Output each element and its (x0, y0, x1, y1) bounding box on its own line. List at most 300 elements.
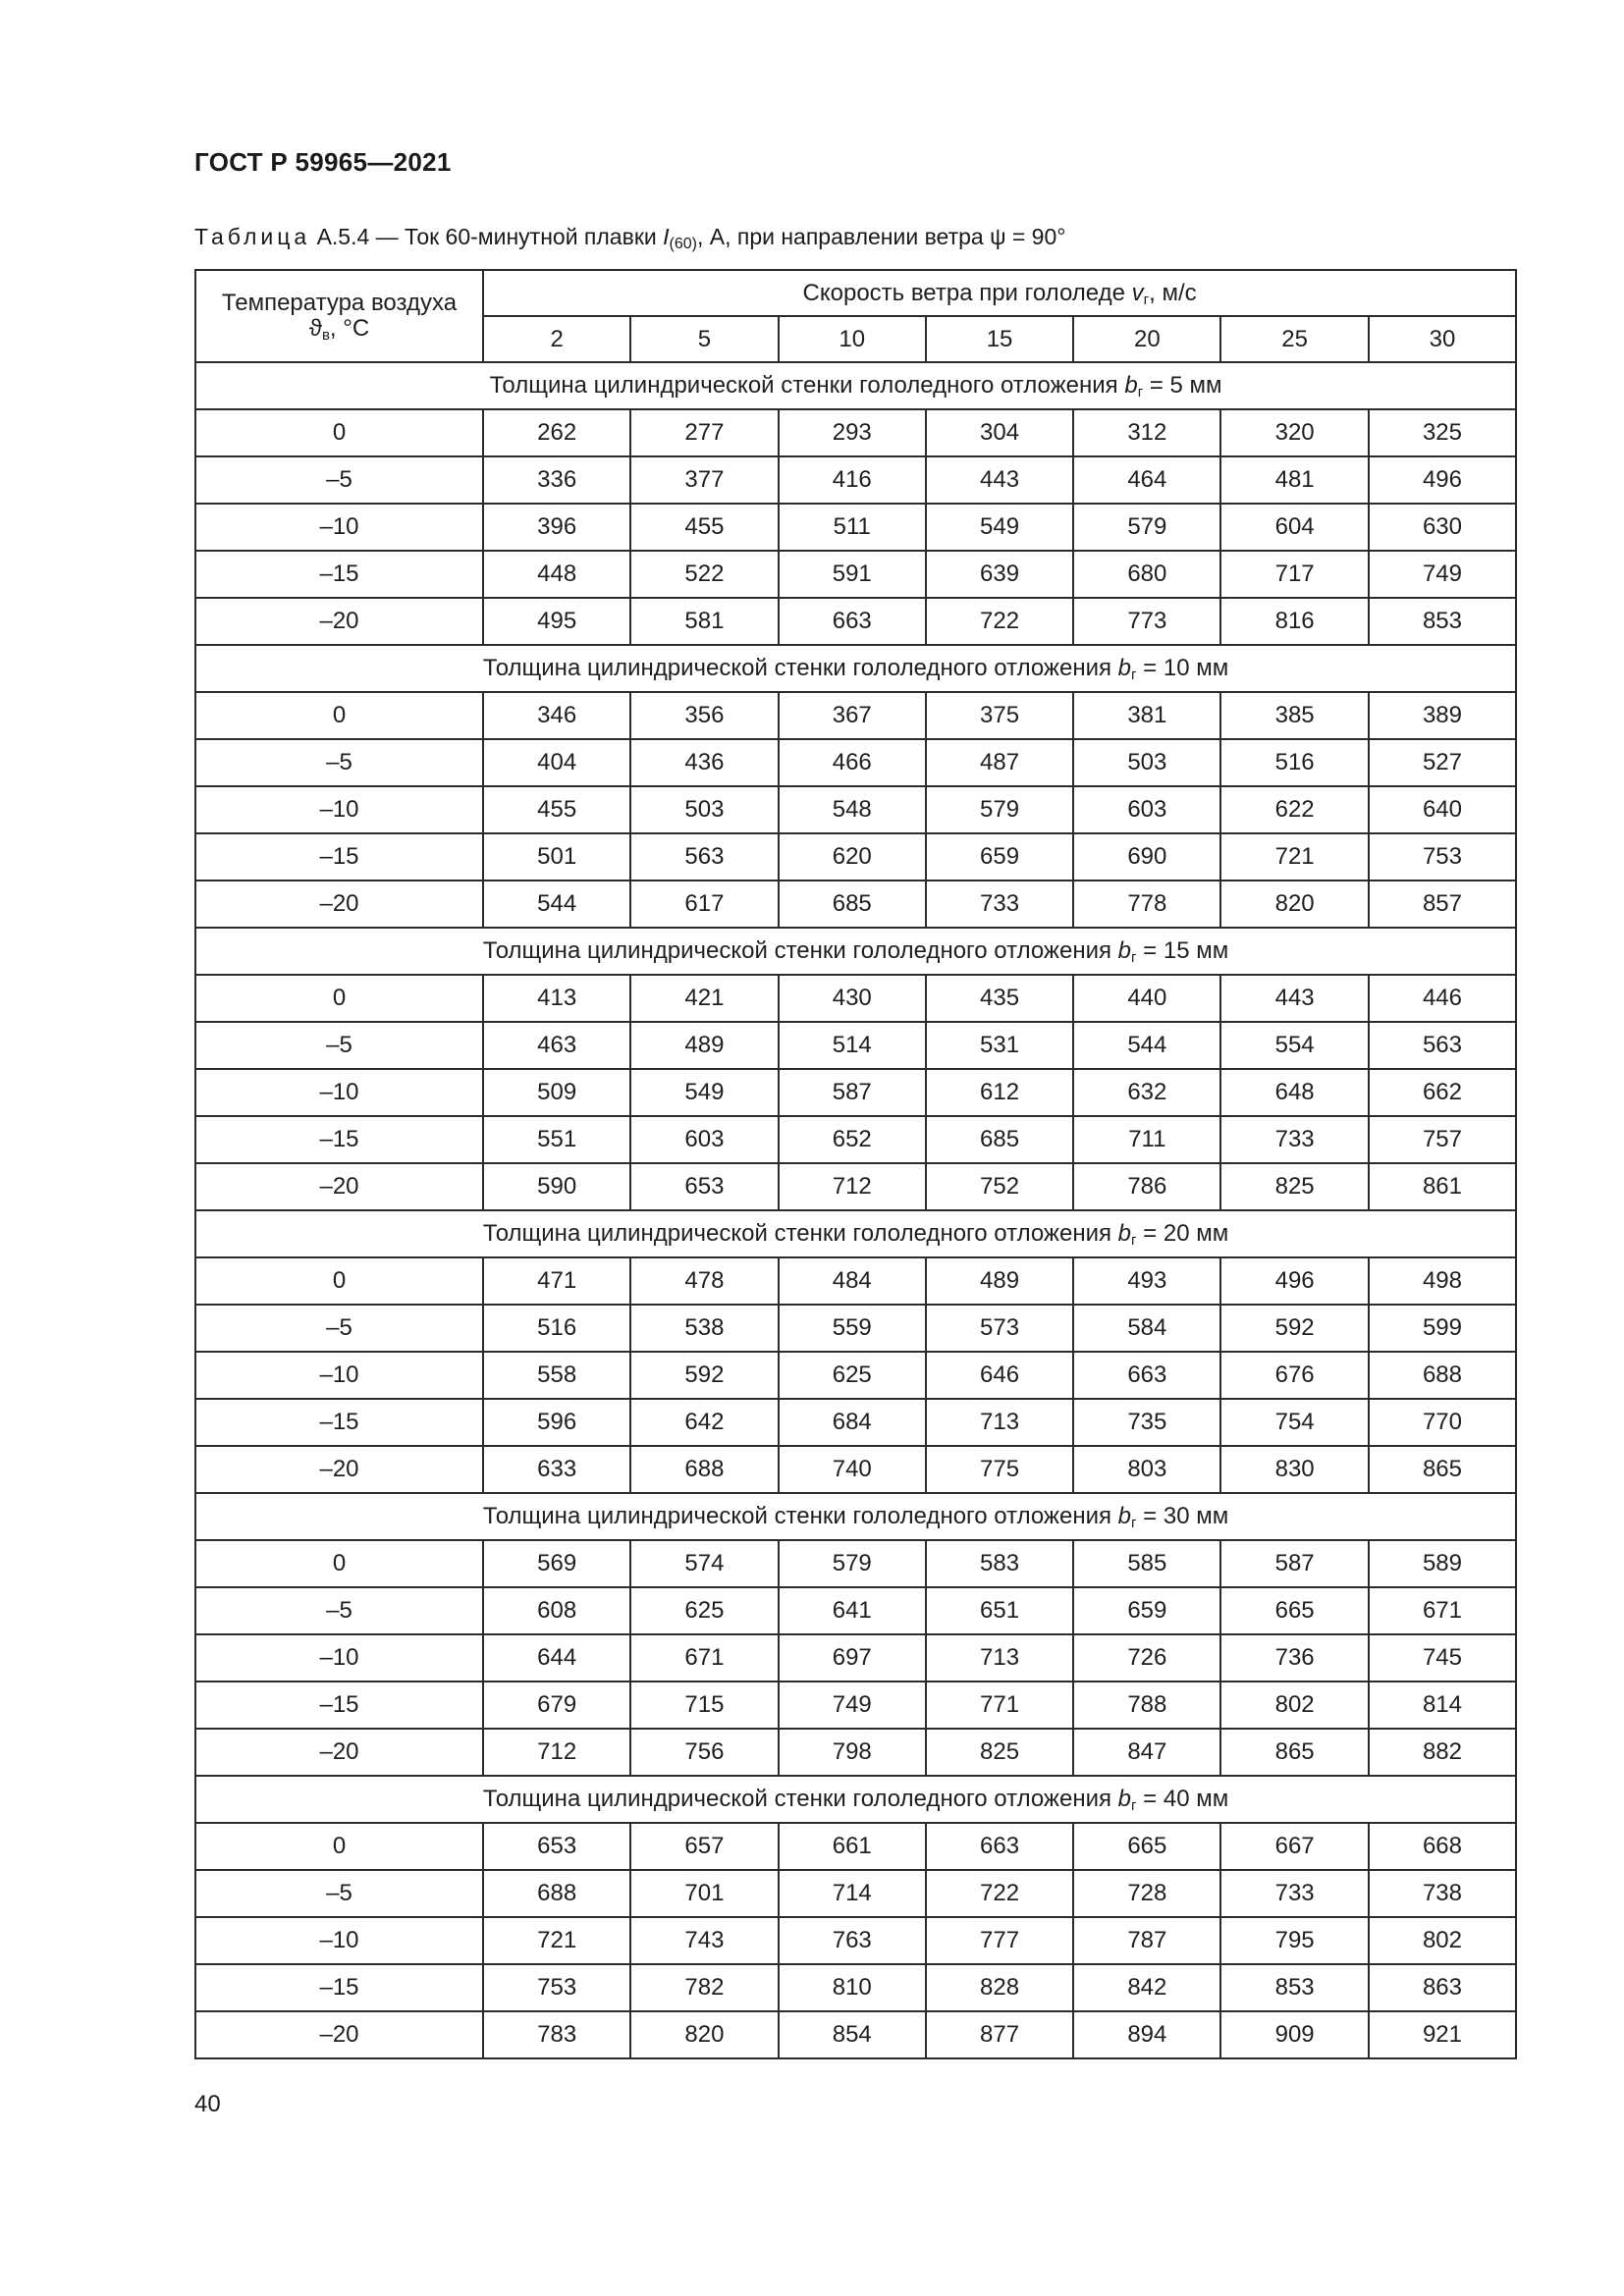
current-value-cell: 367 (779, 692, 926, 739)
table-row (195, 409, 1516, 456)
temperature-cell: –15 (195, 1964, 483, 2011)
current-value-cell: 753 (483, 1964, 630, 2011)
section-symbol: b (1117, 655, 1132, 681)
current-value-cell: 733 (1220, 1116, 1368, 1163)
current-value-cell: 603 (630, 1116, 778, 1163)
current-value-cell: 516 (1220, 739, 1368, 786)
current-value-cell: 754 (1220, 1399, 1368, 1446)
wind-speed-value: 30 (1369, 316, 1516, 362)
current-value-cell: 496 (1220, 1257, 1368, 1305)
temperature-cell: 0 (195, 1257, 483, 1305)
current-value-cell: 820 (1220, 881, 1368, 928)
temperature-cell: –5 (195, 1305, 483, 1352)
current-value-cell: 685 (926, 1116, 1073, 1163)
current-value-cell: 551 (483, 1116, 630, 1163)
current-value-cell: 825 (926, 1729, 1073, 1776)
current-value-cell: 377 (630, 456, 778, 504)
current-value-cell: 569 (483, 1540, 630, 1587)
temperature-cell: –15 (195, 1682, 483, 1729)
current-value-cell: 277 (630, 409, 778, 456)
table-row (195, 833, 1516, 881)
section-label: Толщина цилиндрической стенки гололедного отложения (482, 1220, 1118, 1247)
section-header (195, 928, 1516, 975)
current-value-cell: 861 (1369, 1163, 1516, 1210)
section-thickness: = 20 мм (1136, 1220, 1229, 1247)
current-value-cell: 820 (630, 2011, 778, 2058)
current-value-cell: 738 (1369, 1870, 1516, 1917)
current-value-cell: 663 (779, 598, 926, 645)
caption-prefix: Таблица (194, 224, 311, 249)
temperature-cell: 0 (195, 1540, 483, 1587)
current-value-cell: 802 (1369, 1917, 1516, 1964)
current-value-cell: 599 (1369, 1305, 1516, 1352)
current-value-cell: 538 (630, 1305, 778, 1352)
current-value-cell: 770 (1369, 1399, 1516, 1446)
current-value-cell: 684 (779, 1399, 926, 1446)
current-value-cell: 646 (926, 1352, 1073, 1399)
current-value-cell: 810 (779, 1964, 926, 2011)
section-header-row (195, 1210, 1516, 1257)
current-value-cell: 503 (1073, 739, 1220, 786)
table-row (195, 1257, 1516, 1305)
current-value-cell: 795 (1220, 1917, 1368, 1964)
section-header-row (195, 1493, 1516, 1540)
temperature-cell: –15 (195, 551, 483, 598)
current-value-cell: 496 (1369, 456, 1516, 504)
table-row (195, 1022, 1516, 1069)
temperature-cell: –5 (195, 456, 483, 504)
table-row (195, 1540, 1516, 1587)
current-value-cell: 509 (483, 1069, 630, 1116)
current-value-cell: 756 (630, 1729, 778, 1776)
current-value-cell: 404 (483, 739, 630, 786)
current-value-cell: 604 (1220, 504, 1368, 551)
current-value-cell: 632 (1073, 1069, 1220, 1116)
current-value-cell: 715 (630, 1682, 778, 1729)
table-row (195, 1446, 1516, 1493)
current-value-cell: 558 (483, 1352, 630, 1399)
current-value-cell: 511 (779, 504, 926, 551)
current-value-cell: 385 (1220, 692, 1368, 739)
current-value-cell: 435 (926, 975, 1073, 1022)
section-symbol: b (1117, 1786, 1132, 1812)
current-value-cell: 665 (1073, 1823, 1220, 1870)
current-value-cell: 421 (630, 975, 778, 1022)
current-value-cell: 814 (1369, 1682, 1516, 1729)
current-value-cell: 622 (1220, 786, 1368, 833)
current-value-cell: 736 (1220, 1634, 1368, 1682)
table-row (195, 1163, 1516, 1210)
table-row (195, 1352, 1516, 1399)
current-value-cell: 651 (926, 1587, 1073, 1634)
wind-speed-label: Скорость ветра при гололеде (802, 279, 1132, 306)
table-row (195, 2011, 1516, 2058)
document-header: ГОСТ Р 59965—2021 (194, 147, 452, 177)
current-value-cell: 544 (483, 881, 630, 928)
current-value-cell: 657 (630, 1823, 778, 1870)
current-value-cell: 574 (630, 1540, 778, 1587)
current-value-cell: 690 (1073, 833, 1220, 881)
current-value-cell: 749 (1369, 551, 1516, 598)
current-value-cell: 667 (1220, 1823, 1368, 1870)
current-value-cell: 581 (630, 598, 778, 645)
current-value-cell: 802 (1220, 1682, 1368, 1729)
section-symbol: b (1117, 937, 1132, 964)
table-row (195, 692, 1516, 739)
temperature-cell: –15 (195, 1399, 483, 1446)
current-value-cell: 713 (926, 1634, 1073, 1682)
current-value-cell: 778 (1073, 881, 1220, 928)
current-value-cell: 653 (483, 1823, 630, 1870)
caption-current-symbol: I (663, 224, 670, 249)
current-value-cell: 590 (483, 1163, 630, 1210)
current-value-cell: 662 (1369, 1069, 1516, 1116)
wind-speed-header (483, 270, 1516, 316)
table-row (195, 1870, 1516, 1917)
current-value-cell: 661 (779, 1823, 926, 1870)
current-value-cell: 773 (1073, 598, 1220, 645)
temperature-cell: –20 (195, 881, 483, 928)
current-value-cell: 639 (926, 551, 1073, 598)
current-value-cell: 757 (1369, 1116, 1516, 1163)
temperature-cell: –20 (195, 2011, 483, 2058)
section-header (195, 1210, 1516, 1257)
current-value-cell: 644 (483, 1634, 630, 1682)
current-value-cell: 544 (1073, 1022, 1220, 1069)
current-value-cell: 853 (1369, 598, 1516, 645)
current-value-cell: 487 (926, 739, 1073, 786)
current-value-cell: 463 (483, 1022, 630, 1069)
current-value-cell: 847 (1073, 1729, 1220, 1776)
current-value-cell: 617 (630, 881, 778, 928)
current-value-cell: 503 (630, 786, 778, 833)
table-row (195, 1634, 1516, 1682)
current-value-cell: 413 (483, 975, 630, 1022)
caption-text-1: А.5.4 — Ток 60-минутной плавки (310, 224, 664, 249)
current-value-cell: 630 (1369, 504, 1516, 551)
current-value-cell: 680 (1073, 551, 1220, 598)
temperature-column-header (195, 270, 483, 362)
current-value-cell: 816 (1220, 598, 1368, 645)
section-thickness: = 40 мм (1136, 1786, 1229, 1812)
temperature-cell: –5 (195, 1870, 483, 1917)
current-value-cell: 489 (926, 1257, 1073, 1305)
temperature-cell: –10 (195, 1069, 483, 1116)
current-value-cell: 659 (926, 833, 1073, 881)
section-sub: г (1131, 1232, 1137, 1249)
current-value-cell: 514 (779, 1022, 926, 1069)
current-value-cell: 522 (630, 551, 778, 598)
current-value-cell: 304 (926, 409, 1073, 456)
current-value-cell: 735 (1073, 1399, 1220, 1446)
temperature-cell: –15 (195, 1116, 483, 1163)
section-header (195, 1776, 1516, 1823)
current-value-cell: 389 (1369, 692, 1516, 739)
section-thickness: = 10 мм (1136, 655, 1229, 681)
section-label: Толщина цилиндрической стенки гололедного отложения (489, 372, 1125, 399)
temperature-cell: –20 (195, 1163, 483, 1210)
temperature-cell: –15 (195, 833, 483, 881)
wind-speed-symbol: v (1131, 279, 1144, 306)
current-value-cell: 803 (1073, 1446, 1220, 1493)
table-caption (194, 224, 1065, 250)
current-value-cell: 830 (1220, 1446, 1368, 1493)
current-value-cell: 712 (483, 1729, 630, 1776)
section-symbol: b (1124, 372, 1138, 399)
current-value-cell: 448 (483, 551, 630, 598)
current-value-cell: 679 (483, 1682, 630, 1729)
current-value-cell: 633 (483, 1446, 630, 1493)
table-row (195, 598, 1516, 645)
current-value-cell: 722 (926, 598, 1073, 645)
section-header (195, 362, 1516, 409)
current-value-cell: 745 (1369, 1634, 1516, 1682)
temperature-sub: в (321, 327, 330, 344)
melting-current-table (194, 269, 1517, 2059)
current-value-cell: 587 (1220, 1540, 1368, 1587)
temperature-cell: –10 (195, 1352, 483, 1399)
current-value-cell: 775 (926, 1446, 1073, 1493)
current-value-cell: 721 (483, 1917, 630, 1964)
section-header (195, 645, 1516, 692)
current-value-cell: 733 (1220, 1870, 1368, 1917)
current-value-cell: 894 (1073, 2011, 1220, 2058)
current-value-cell: 825 (1220, 1163, 1368, 1210)
current-value-cell: 685 (779, 881, 926, 928)
section-sub: г (1131, 667, 1137, 683)
wind-speed-value: 15 (926, 316, 1073, 362)
current-value-cell: 563 (630, 833, 778, 881)
current-value-cell: 596 (483, 1399, 630, 1446)
section-thickness: = 30 мм (1136, 1503, 1229, 1529)
current-value-cell: 531 (926, 1022, 1073, 1069)
section-sub: г (1131, 1797, 1137, 1814)
temperature-cell: 0 (195, 409, 483, 456)
current-value-cell: 589 (1369, 1540, 1516, 1587)
table-row (195, 881, 1516, 928)
current-value-cell: 642 (630, 1399, 778, 1446)
wind-speed-value: 5 (630, 316, 778, 362)
current-value-cell: 293 (779, 409, 926, 456)
current-value-cell: 455 (630, 504, 778, 551)
current-value-cell: 721 (1220, 833, 1368, 881)
current-value-cell: 712 (779, 1163, 926, 1210)
section-label: Толщина цилиндрической стенки гололедного отложения (482, 1786, 1118, 1812)
wind-speed-value: 25 (1220, 316, 1368, 362)
current-value-cell: 671 (630, 1634, 778, 1682)
temperature-cell: –5 (195, 1587, 483, 1634)
wind-speed-sub: г (1143, 291, 1150, 308)
current-value-cell: 493 (1073, 1257, 1220, 1305)
section-label: Толщина цилиндрической стенки гололедного отложения (482, 655, 1118, 681)
current-value-cell: 714 (779, 1870, 926, 1917)
caption-text-2: , А, при направлении ветра ψ = 90° (696, 224, 1066, 249)
current-value-cell: 787 (1073, 1917, 1220, 1964)
current-value-cell: 585 (1073, 1540, 1220, 1587)
current-value-cell: 466 (779, 739, 926, 786)
table-row (195, 975, 1516, 1022)
current-value-cell: 455 (483, 786, 630, 833)
table-row (195, 1587, 1516, 1634)
section-header-row (195, 645, 1516, 692)
temperature-symbol: ϑ (308, 315, 322, 342)
caption-current-sub: (60) (669, 236, 697, 252)
current-value-cell: 688 (630, 1446, 778, 1493)
current-value-cell: 612 (926, 1069, 1073, 1116)
section-sub: г (1137, 384, 1144, 400)
current-value-cell: 603 (1073, 786, 1220, 833)
current-value-cell: 587 (779, 1069, 926, 1116)
table-row (195, 1305, 1516, 1352)
current-value-cell: 471 (483, 1257, 630, 1305)
current-value-cell: 697 (779, 1634, 926, 1682)
current-value-cell: 608 (483, 1587, 630, 1634)
temperature-cell: –20 (195, 1729, 483, 1776)
current-value-cell: 481 (1220, 456, 1368, 504)
current-value-cell: 659 (1073, 1587, 1220, 1634)
current-value-cell: 783 (483, 2011, 630, 2058)
current-value-cell: 336 (483, 456, 630, 504)
table-body (195, 362, 1516, 2058)
current-value-cell: 711 (1073, 1116, 1220, 1163)
current-value-cell: 416 (779, 456, 926, 504)
current-value-cell: 583 (926, 1540, 1073, 1587)
wind-speed-value: 20 (1073, 316, 1220, 362)
current-value-cell: 752 (926, 1163, 1073, 1210)
current-value-cell: 777 (926, 1917, 1073, 1964)
section-sub: г (1131, 1515, 1137, 1531)
current-value-cell: 726 (1073, 1634, 1220, 1682)
current-value-cell: 548 (779, 786, 926, 833)
current-value-cell: 857 (1369, 881, 1516, 928)
temperature-cell: –20 (195, 598, 483, 645)
temperature-cell: –10 (195, 504, 483, 551)
section-header-row (195, 362, 1516, 409)
current-value-cell: 346 (483, 692, 630, 739)
current-value-cell: 325 (1369, 409, 1516, 456)
current-value-cell: 663 (1073, 1352, 1220, 1399)
current-value-cell: 743 (630, 1917, 778, 1964)
section-symbol: b (1117, 1220, 1132, 1247)
current-value-cell: 440 (1073, 975, 1220, 1022)
current-value-cell: 668 (1369, 1823, 1516, 1870)
current-value-cell: 430 (779, 975, 926, 1022)
table-row (195, 1729, 1516, 1776)
temperature-cell: –5 (195, 739, 483, 786)
current-value-cell: 356 (630, 692, 778, 739)
current-value-cell: 728 (1073, 1870, 1220, 1917)
section-header (195, 1493, 1516, 1540)
section-sub: г (1131, 949, 1137, 966)
table-row (195, 551, 1516, 598)
table-row (195, 456, 1516, 504)
current-value-cell: 640 (1369, 786, 1516, 833)
current-value-cell: 701 (630, 1870, 778, 1917)
current-value-cell: 854 (779, 2011, 926, 2058)
section-header-row (195, 928, 1516, 975)
current-value-cell: 733 (926, 881, 1073, 928)
table-row (195, 739, 1516, 786)
current-value-cell: 495 (483, 598, 630, 645)
current-value-cell: 312 (1073, 409, 1220, 456)
current-value-cell: 549 (630, 1069, 778, 1116)
current-value-cell: 559 (779, 1305, 926, 1352)
section-label: Толщина цилиндрической стенки гололедного отложения (482, 1503, 1118, 1529)
temperature-cell: 0 (195, 1823, 483, 1870)
current-value-cell: 443 (1220, 975, 1368, 1022)
table-row (195, 786, 1516, 833)
current-value-cell: 753 (1369, 833, 1516, 881)
current-value-cell: 771 (926, 1682, 1073, 1729)
temperature-unit: , °С (329, 315, 370, 342)
current-value-cell: 788 (1073, 1682, 1220, 1729)
current-value-cell: 653 (630, 1163, 778, 1210)
current-value-cell: 665 (1220, 1587, 1368, 1634)
current-value-cell: 592 (1220, 1305, 1368, 1352)
wind-speed-value: 2 (483, 316, 630, 362)
temperature-cell: 0 (195, 692, 483, 739)
current-value-cell: 641 (779, 1587, 926, 1634)
current-value-cell: 464 (1073, 456, 1220, 504)
current-value-cell: 749 (779, 1682, 926, 1729)
current-value-cell: 436 (630, 739, 778, 786)
current-value-cell: 663 (926, 1823, 1073, 1870)
current-value-cell: 443 (926, 456, 1073, 504)
current-value-cell: 652 (779, 1116, 926, 1163)
current-value-cell: 740 (779, 1446, 926, 1493)
temperature-cell: –10 (195, 1917, 483, 1964)
table-row (195, 504, 1516, 551)
current-value-cell: 381 (1073, 692, 1220, 739)
section-symbol: b (1117, 1503, 1132, 1529)
current-value-cell: 671 (1369, 1587, 1516, 1634)
current-value-cell: 648 (1220, 1069, 1368, 1116)
temperature-cell: –10 (195, 1634, 483, 1682)
current-value-cell: 842 (1073, 1964, 1220, 2011)
current-value-cell: 865 (1220, 1729, 1368, 1776)
current-value-cell: 625 (779, 1352, 926, 1399)
current-value-cell: 320 (1220, 409, 1368, 456)
current-value-cell: 516 (483, 1305, 630, 1352)
current-value-cell: 579 (779, 1540, 926, 1587)
current-value-cell: 921 (1369, 2011, 1516, 2058)
table-head (195, 270, 1516, 362)
current-value-cell: 527 (1369, 739, 1516, 786)
current-value-cell: 579 (926, 786, 1073, 833)
current-value-cell: 489 (630, 1022, 778, 1069)
current-value-cell: 786 (1073, 1163, 1220, 1210)
section-thickness: = 15 мм (1136, 937, 1229, 964)
current-value-cell: 688 (1369, 1352, 1516, 1399)
temperature-cell: –20 (195, 1446, 483, 1493)
current-value-cell: 877 (926, 2011, 1073, 2058)
current-value-cell: 554 (1220, 1022, 1368, 1069)
temperature-cell: 0 (195, 975, 483, 1022)
current-value-cell: 446 (1369, 975, 1516, 1022)
current-value-cell: 717 (1220, 551, 1368, 598)
current-value-cell: 573 (926, 1305, 1073, 1352)
current-value-cell: 620 (779, 833, 926, 881)
temperature-cell: –5 (195, 1022, 483, 1069)
current-value-cell: 863 (1369, 1964, 1516, 2011)
table-row (195, 1917, 1516, 1964)
table-row (195, 1964, 1516, 2011)
current-value-cell: 828 (926, 1964, 1073, 2011)
current-value-cell: 688 (483, 1870, 630, 1917)
current-value-cell: 676 (1220, 1352, 1368, 1399)
current-value-cell: 478 (630, 1257, 778, 1305)
temperature-label: Температура воздуха (221, 290, 458, 316)
